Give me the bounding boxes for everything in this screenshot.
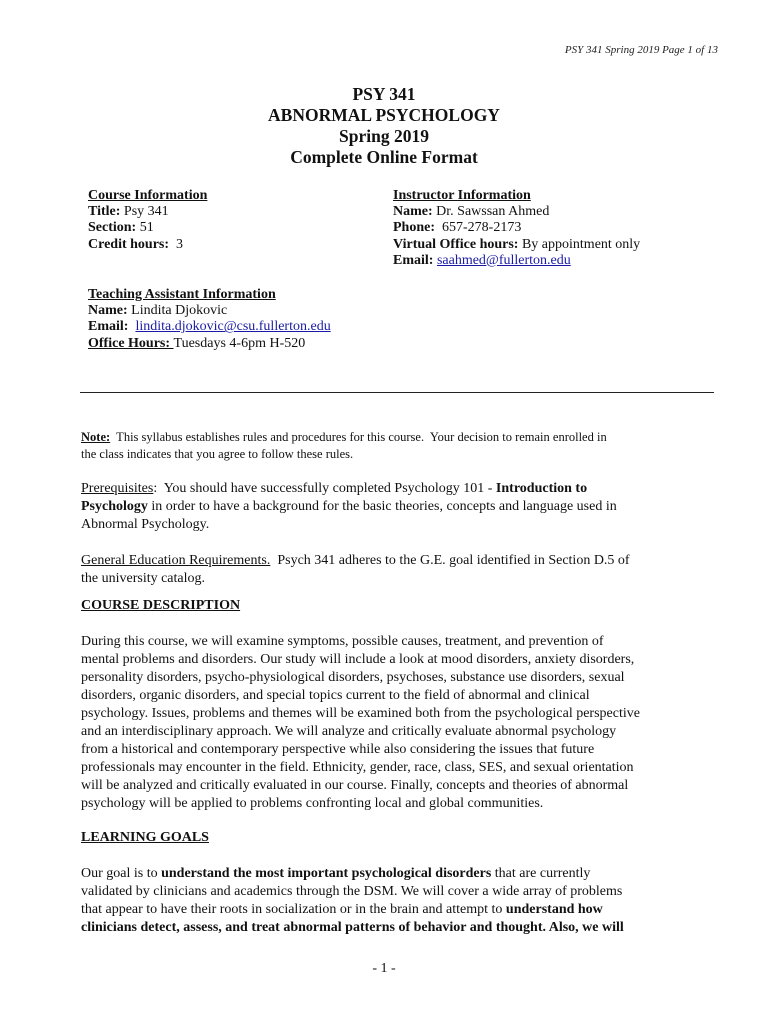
- course-description-heading: COURSE DESCRIPTION: [81, 598, 241, 613]
- description-line: mental problems and disorders. Our study will include a look at mood disorders, anxiety disorders,: [81, 652, 635, 667]
- note-label: Note:: [81, 430, 111, 444]
- course-code: PSY 341: [352, 84, 416, 104]
- course-description-body: [81, 633, 691, 813]
- format: Complete Online Format: [290, 147, 478, 167]
- instructor-email-link[interactable]: saahmed@fullerton.edu: [436, 252, 571, 268]
- description-line: from a historical and contemporary perspective while also considering the issues that future: [81, 742, 595, 757]
- description-line: and an interdisciplinary approach. We will analyze and critically evaluate abnormal psychology: [81, 724, 617, 739]
- prerequisites-label: Prerequisites: [81, 481, 154, 496]
- office-hours-row: Virtual Office hours: By appointment only: [393, 236, 641, 252]
- instructor-phone-row: Phone: 657-278-2173: [393, 220, 522, 236]
- instructor-name-row: Name: Dr. Sawssan Ahmed: [393, 204, 550, 220]
- gen-ed-label: General Education Requirements.: [81, 553, 271, 568]
- ta-email-link[interactable]: lindita.djokovic@csu.fullerton.edu: [135, 319, 331, 335]
- document-title: [0, 84, 768, 168]
- instructor-email-row: Email: saahmed@fullerton.edu: [393, 252, 571, 268]
- description-line: psychology will be applied to problems confronting local and global communities.: [81, 796, 544, 811]
- description-line: psychology. Issues, problems and themes will be examined both from the psychological perspective: [81, 706, 640, 721]
- description-line: disorders, organic disorders, and special topics current to the field of abnormal and clinical: [81, 688, 590, 703]
- gen-ed-paragraph: General Education Requirements. Psych 341 adheres to the G.E. goal identified in Section D.5 of the university catalog.: [81, 553, 630, 586]
- learning-goals-body: Our goal is to understand the most important psychological disorders that are currently validated by clinicians and academics through the DSM. We will cover a wide array of problems that appear to have their roots in socialization or in the brain and attempt to understand how clinicians detect, assess, and treat abnormal patterns of behavior and thought. Also, we will: [81, 866, 624, 935]
- note-paragraph: Note: This syllabus establishes rules and procedures for this course. Your decision to remain enrolled in the class indicates that you agree to follow these rules.: [81, 430, 607, 461]
- page-number: - 1 -: [372, 961, 396, 976]
- ta-hours-row: Office Hours: Tuesdays 4-6pm H-520: [88, 335, 306, 351]
- credit-hours-row: Credit hours: 3: [88, 236, 184, 252]
- ta-information: [88, 287, 488, 352]
- description-line: personality disorders, psycho-physiological disorders, psychoses, substance use disorders, sexual: [81, 670, 625, 685]
- term: Spring 2019: [339, 126, 429, 146]
- description-line: During this course, we will examine symptoms, possible causes, treatment, and prevention of: [81, 634, 604, 649]
- description-line: will be analyzed and critically evaluated in our course. Finally, concepts and theories of abnormal: [81, 778, 629, 793]
- course-name: ABNORMAL PSYCHOLOGY: [268, 105, 500, 125]
- instructor-information: [393, 188, 723, 269]
- instructor-info-heading: Instructor Information: [393, 188, 531, 203]
- section-divider: [80, 392, 714, 393]
- learning-goals-heading: LEARNING GOALS: [81, 830, 209, 845]
- page-header: PSY 341 Spring 2019 Page 1 of 13: [564, 44, 718, 56]
- description-line: professionals may encounter in the field. Ethnicity, gender, race, class, SES, and sexual orientation: [81, 760, 634, 775]
- ta-info-heading: Teaching Assistant Information: [88, 287, 276, 302]
- course-information: [88, 188, 388, 253]
- course-info-heading: Course Information: [88, 188, 208, 203]
- ta-name-row: Name: Lindita Djokovic: [88, 303, 228, 319]
- course-section-row: Section: 51: [88, 220, 154, 236]
- course-title-row: Title: Psy 341: [88, 204, 169, 220]
- prerequisites-paragraph: Prerequisites: You should have successfully completed Psychology 101 - Introduction to Psychology in order to have a background for the basic theories, concepts and language used in Abnormal Psychology.: [81, 481, 617, 532]
- ta-email-row: Email: lindita.djokovic@csu.fullerton.edu: [88, 319, 331, 335]
